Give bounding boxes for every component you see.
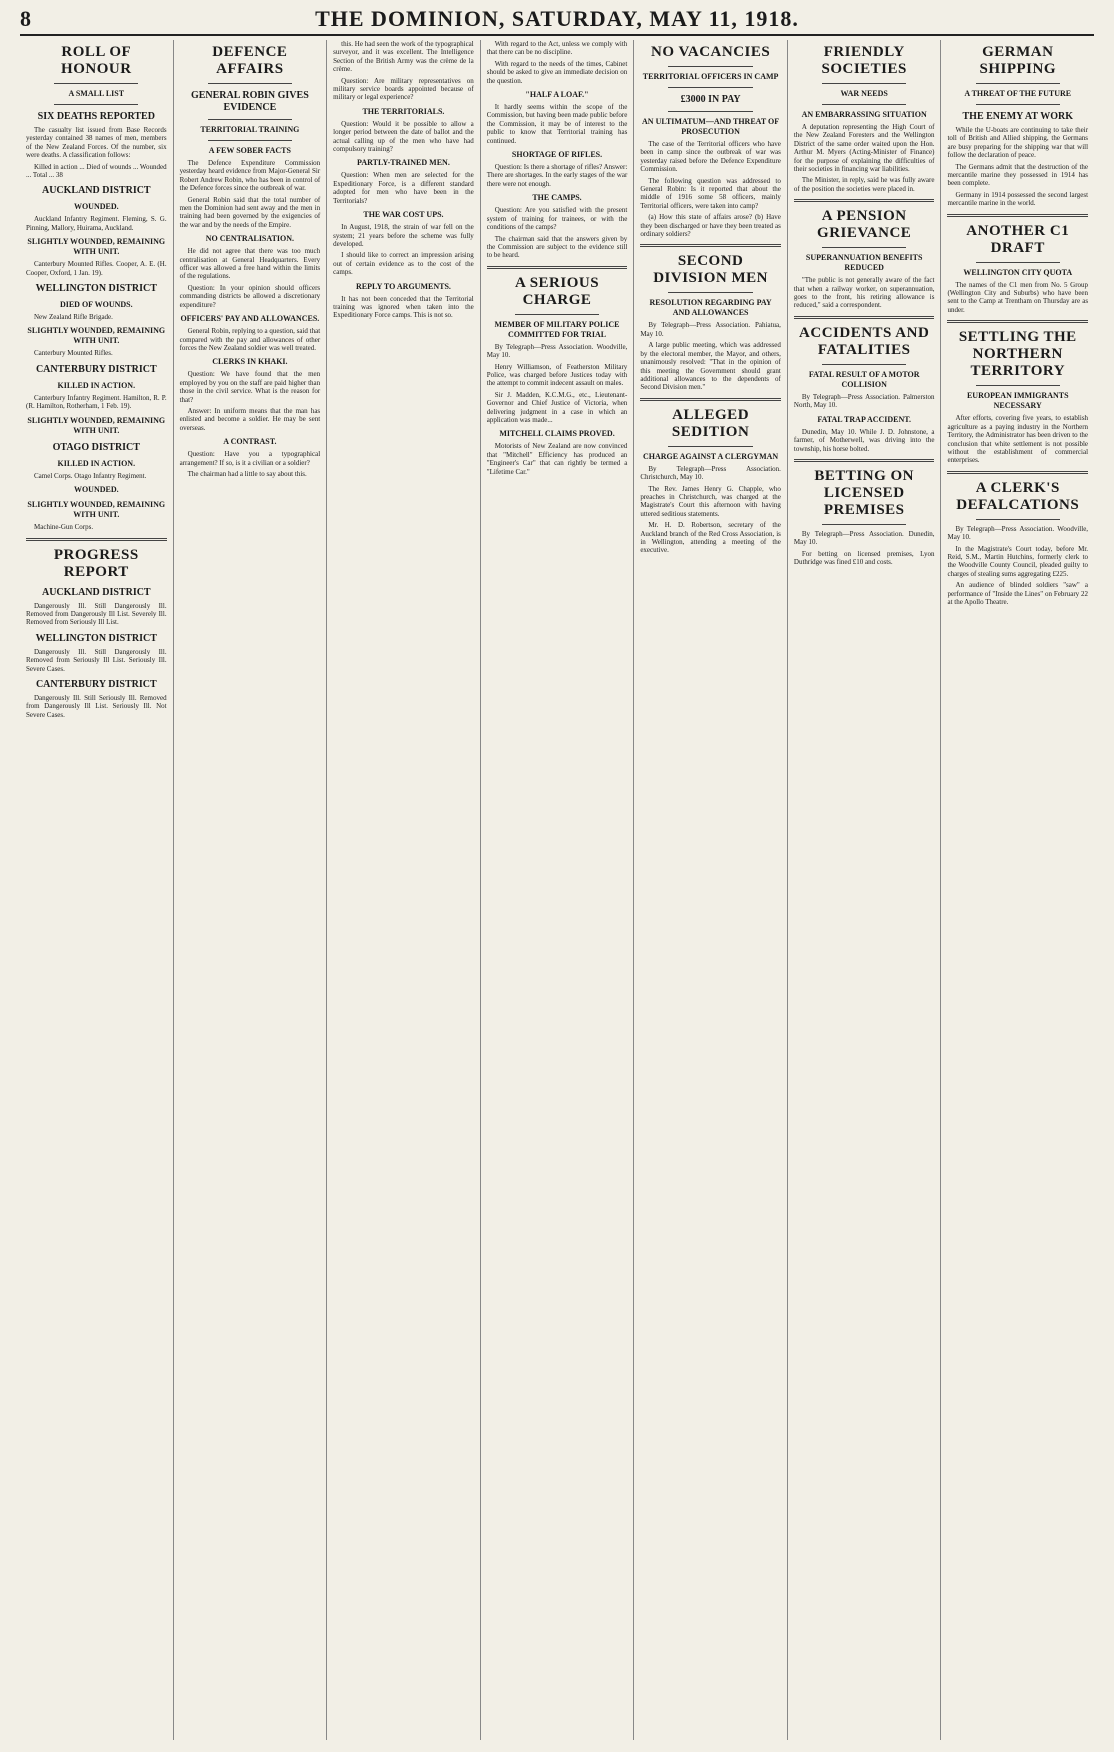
article-deck: WELLINGTON CITY QUOTA: [963, 267, 1073, 277]
article-deck: DIED OF WOUNDS.: [59, 300, 133, 310]
article-deck: OFFICERS' PAY AND ALLOWANCES.: [180, 314, 320, 324]
article-deck: PARTLY-TRAINED MEN.: [357, 158, 450, 168]
article-paragraph: The Minister, in reply, said he was fully aware of the position the societies were placed in.: [793, 176, 935, 193]
section-divider: [947, 471, 1088, 474]
article-paragraph: The Germans admit that the destruction of the mercantile marine they possessed in 1914 has been complete.: [947, 162, 1089, 188]
article-deck: THE CAMPS.: [532, 193, 582, 203]
article-paragraph: Germany in 1914 possessed the second largest mercantile marine in the world.: [947, 190, 1089, 208]
article-paragraph: A large public meeting, which was addressed by the electoral member, the Mayor, and others, unanimously resolved: "That in the opinion of this meeting the Government should grant additional allowances to the dependents of Second Division men.": [640, 341, 781, 392]
article-paragraph: Dunedin, May 10. While J. D. Johnstone, a farmer, of Motherwell, was driving into the township, his horse bolted.: [793, 427, 935, 453]
heading-rule: [976, 83, 1060, 84]
article-headline: A CLERK'S DEFALCATIONS: [956, 479, 1080, 513]
heading-rule: [54, 104, 138, 105]
article-paragraph: The Rev. James Henry G. Chapple, who preaches in Christchurch, was charged at the Magistrate's Court this afternoon with having uttered seditious statements.: [640, 484, 781, 518]
article-subheading: AUCKLAND DISTRICT: [41, 586, 151, 598]
article-paragraph: With regard to the Act, unless we comply with that there can be no discipline.: [486, 40, 628, 57]
column-7: [941, 40, 1094, 1740]
article-subheading: CANTERBURY DISTRICT: [35, 363, 157, 375]
article-paragraph: Camel Corps. Otago Infantry Regiment.: [34, 471, 147, 480]
column-4: [481, 40, 635, 1740]
heading-rule: [822, 524, 906, 525]
article-deck: KILLED IN ACTION.: [57, 458, 136, 468]
article-paragraph: While the U-boats are continuing to take their toll of British and Allied shipping, the Germans are busy preparing for the shipping war that will follow the declaration of peace.: [947, 126, 1089, 160]
article-paragraph: The case of the Territorial officers who have been in camp since the outbreak of war was yesterday raised before the Defence Expenditure Commission.: [640, 140, 781, 174]
heading-rule: [208, 119, 292, 120]
article-paragraph: The following question was addressed to General Robin: Is it reported that about the middle of 1916 some 58 officers, mainly Territorial officers, were taken into camp?: [640, 176, 781, 210]
article-paragraph: The casualty list issued from Base Records yesterday contained 38 names of men, members of the New Zealand Forces. Of the number, six were deaths. A classification follows:: [26, 126, 167, 160]
article-headline: PROGRESS REPORT: [53, 546, 139, 580]
article-headline: SECOND DIVISION MEN: [653, 253, 768, 287]
article-paragraph: Question: Are military representatives on military service boards appointed because of military or legal experience?: [333, 76, 474, 102]
article-headline: A SERIOUS CHARGE: [514, 274, 600, 308]
article-paragraph: Dangerously Ill. Still Seriously Ill. Removed from Dangerously Ill List. Seriously Ill. Not Severe Cases.: [26, 693, 167, 719]
article-headline: ALLEGED SEDITION: [671, 406, 750, 440]
article-deck: SLIGHTLY WOUNDED, REMAINING WITH UNIT.: [27, 326, 166, 346]
article-deck: FATAL RESULT OF A MOTOR COLLISION: [808, 369, 920, 389]
article-deck: NO CENTRALISATION.: [205, 234, 295, 244]
article-headline: NO VACANCIES: [650, 44, 771, 60]
section-divider: [947, 320, 1088, 323]
article-paragraph: Answer: In uniform means that the man has enlisted and become a soldier. He may be sent overseas.: [179, 406, 321, 432]
section-divider: [640, 398, 781, 401]
article-paragraph: Auckland Infantry Regiment. Fleming, S. G. Pinning, Mallory, Huirama, Auckland.: [26, 215, 167, 232]
article-paragraph: The chairman said that the answers given by the Commission are subject to the evidence still to be heard.: [486, 234, 628, 260]
article-subheading: WELLINGTON DISTRICT: [35, 283, 157, 295]
article-paragraph: By Telegraph—Press Association. Christchurch, May 10.: [640, 464, 781, 482]
heading-rule: [208, 140, 292, 141]
article-deck: SLIGHTLY WOUNDED, REMAINING WITH UNIT.: [27, 415, 166, 435]
article-paragraph: Question: Are you satisfied with the present system of training for trainees, or with the conditions of the camps?: [486, 206, 628, 232]
heading-rule: [668, 446, 752, 447]
article-deck: TERRITORIAL TRAINING: [200, 125, 300, 134]
article-headline: A PENSION GRIEVANCE: [817, 208, 912, 242]
article-paragraph: By Telegraph—Press Association. Pahiatua, May 10.: [640, 321, 781, 338]
article-paragraph: By Telegraph—Press Association. Palmerston North, May 10.: [793, 392, 935, 410]
heading-rule: [208, 83, 292, 84]
article-paragraph: The Defence Expenditure Commission yesterday heard evidence from Major-General Sir Robert Andrew Robin, who has been in control of the Defence forces since the outbreak of war.: [179, 159, 321, 193]
article-deck: A FEW SOBER FACTS: [208, 146, 291, 155]
article-paragraph: In the Magistrate's Court today, before Mr. Reid, S.M., Martin Hutchins, formerly clerk to the Woodville County Council, pleaded guilty to charges of stealing sums aggregating £225.: [947, 544, 1089, 578]
article-paragraph: Mr. H. D. Robertson, secretary of the Auckland branch of the Red Cross Association, is in Wellington, attending a meeting of the executive.: [640, 521, 781, 555]
article-paragraph: General Robin, replying to a question, said that compared with the pay and allowances of other forces the New Zealand soldier was well treated.: [179, 327, 321, 352]
columns-container: [20, 40, 1094, 1740]
page-number: 8: [20, 6, 31, 31]
article-subheading: OTAGO DISTRICT: [52, 441, 140, 453]
article-paragraph: Canterbury Mounted Rifles.: [34, 349, 113, 358]
article-deck: CLERKS IN KHAKI.: [212, 357, 288, 367]
heading-rule: [822, 104, 906, 105]
article-paragraph: Question: When men are selected for the Expeditionary Force, is a different standard adopted for men who have been in the Territorials?: [333, 171, 474, 205]
column-5: [634, 40, 788, 1740]
article-paragraph: Question: Have you a typographical arrangement? If so, is it a civilian or a soldier?: [179, 450, 321, 467]
article-deck: A CONTRAST.: [223, 437, 277, 447]
heading-rule: [822, 83, 906, 84]
article-paragraph: Canterbury Infantry Regiment. Hamilton, R. P. (R. Hamilton, Rotherham, 1 Feb. 19).: [26, 393, 167, 411]
article-paragraph: Machine-Gun Corps.: [34, 523, 94, 532]
article-paragraph: By Telegraph—Press Association. Woodville, May 10.: [486, 342, 628, 360]
article-paragraph: It has not been conceded that the Territorial training was ignored when taken into the Expeditionary Force camps. This is not so.: [333, 294, 474, 320]
heading-rule: [976, 385, 1060, 386]
section-divider: [794, 459, 935, 462]
heading-rule: [976, 519, 1060, 520]
article-paragraph: He did not agree that there was too much centralisation at General Headquarters. Every officer was allowed a free hand within the limits of the regulations.: [179, 247, 321, 281]
section-divider: [26, 538, 167, 541]
article-paragraph: General Robin said that the total number of men the Dominion had sent away and the men in training had been governed by the exigencies of the war and by the needs of the Empire.: [179, 195, 321, 229]
article-deck: SUPERANNUATION BENEFITS REDUCED: [805, 253, 923, 273]
article-deck: A SMALL LIST: [68, 89, 125, 98]
article-deck: RESOLUTION REGARDING PAY AND ALLOWANCES: [649, 298, 772, 318]
article-paragraph: The names of the C1 men from No. 5 Group (Wellington City and Suburbs) who have been sent to the Camp at Trentham on Thursday are as under.: [947, 280, 1089, 314]
heading-rule: [976, 104, 1060, 105]
article-deck: AN ULTIMATUM—AND THREAT OF PROSECUTION: [642, 117, 780, 136]
article-paragraph: I should like to correct an impression arising out of certain evidence as to the cost of the camps.: [333, 251, 474, 277]
heading-rule: [822, 364, 906, 365]
article-paragraph: The chairman had a little to say about this.: [187, 469, 307, 478]
article-paragraph: It hardly seems within the scope of the Commission, but having been made public before the Commission, it may be of interest to the public to know that Territorial training has continued.: [486, 103, 628, 145]
article-deck: KILLED IN ACTION.: [57, 380, 136, 390]
article-paragraph: Killed in action ... Died of wounds ... Wounded ... Total ... 38: [26, 162, 167, 180]
article-paragraph: Dangerously Ill. Still Dangerously Ill. Removed from Seriously Ill List. Seriously Ill. Severe Cases.: [26, 647, 167, 673]
article-paragraph: this. He had seen the work of the typographical surveyor, and it was excellent. The Intelligence Section of the British Army was the crème de la crème.: [333, 40, 474, 74]
article-paragraph: Question: Would it be possible to allow a longer period between the date of ballot and the actual calling up of the men who have had compulsory training?: [333, 119, 474, 154]
article-deck: CHARGE AGAINST A CLERGYMAN: [642, 451, 779, 461]
article-deck: WOUNDED.: [73, 202, 119, 212]
article-headline: BETTING ON LICENSED PREMISES: [814, 467, 914, 518]
article-paragraph: Motorists of New Zealand are now convinced that "Mitchell" Efficiency has produced an "Engineer's Car" that can rightly be termed a "Lifetime Car.": [486, 442, 628, 476]
article-paragraph: "The public is not generally aware of the fact that when a railway worker, on superannuation, goes to the front, his retiring allowance is reduced," said a correspondent.: [793, 276, 935, 310]
article-paragraph: New Zealand Rifle Brigade.: [34, 313, 113, 322]
article-deck: AN EMBARRASSING SITUATION: [801, 110, 927, 119]
article-deck: THE TERRITORIALS.: [362, 106, 445, 116]
heading-rule: [668, 87, 752, 88]
article-deck: WOUNDED.: [73, 485, 119, 495]
article-headline: ACCIDENTS AND FATALITIES: [799, 324, 930, 358]
article-headline: ROLL OF HONOUR: [61, 44, 132, 77]
masthead-rule: [20, 34, 1094, 36]
article-deck: SLIGHTLY WOUNDED, REMAINING WITH UNIT.: [27, 500, 166, 520]
section-divider: [487, 266, 628, 269]
article-subheading: WELLINGTON DISTRICT: [35, 632, 157, 644]
article-deck: THE WAR COST UPS.: [363, 210, 444, 220]
heading-rule: [668, 66, 752, 67]
heading-rule: [668, 111, 752, 112]
article-deck: MEMBER OF MILITARY POLICE COMMITTED FOR TRIAL: [494, 319, 620, 339]
article-deck: A THREAT OF THE FUTURE: [964, 89, 1072, 98]
article-deck: FATAL TRAP ACCIDENT.: [817, 414, 912, 424]
newspaper-title: THE DOMINION, SATURDAY, MAY 11, 1918.: [315, 6, 799, 31]
masthead: [20, 6, 1094, 34]
article-subheading: £3000 IN PAY: [680, 94, 741, 105]
article-headline: DEFENCE AFFAIRS: [212, 44, 288, 77]
article-paragraph: Sir J. Madden, K.C.M.G., etc., Lieutenant-Governor and Chief Justice of Victoria, when delivering judgment in a case in which an application was made...: [486, 390, 628, 424]
article-subheading: GENERAL ROBIN GIVES EVIDENCE: [190, 90, 309, 113]
article-paragraph: Question: Is there a shortage of rifles? Answer: There are shortages. In the early stages of the war there were not enough.: [486, 163, 628, 188]
heading-rule: [668, 292, 752, 293]
article-deck: MITCHELL CLAIMS PROVED.: [499, 429, 615, 439]
article-paragraph: Canterbury Mounted Rifles. Cooper, A. E. (H. Cooper, Oxford, 1 Jan. 19).: [26, 260, 167, 277]
article-deck: WAR NEEDS: [840, 89, 888, 98]
article-headline: ANOTHER C1 DRAFT: [966, 222, 1070, 256]
article-paragraph: Question: In your opinion should officers commanding districts be allowed a discretionary expenditure?: [179, 283, 321, 309]
article-paragraph: By Telegraph—Press Association. Dunedin, May 10.: [793, 529, 935, 547]
section-divider: [947, 214, 1088, 217]
article-paragraph: After efforts, covering five years, to establish agriculture as a paying industry in the Northern Territory, the Administrator has been driven to the conclusion that white settlement is not possible without the establishment of commercial enterprises.: [947, 414, 1089, 465]
article-deck: TERRITORIAL OFFICERS IN CAMP: [642, 72, 779, 81]
article-paragraph: Dangerously Ill. Still Dangerously Ill. Removed from Dangerously Ill List. Severely Ill. Removed from Seriously Ill List.: [26, 601, 167, 627]
heading-rule: [976, 262, 1060, 263]
section-divider: [640, 244, 781, 247]
article-deck: EUROPEAN IMMIGRANTS NECESSARY: [966, 391, 1069, 411]
article-paragraph: An audience of blinded soldiers "saw" a performance of "Inside the Lines" on February 22 at the Apollo Theatre.: [947, 581, 1089, 606]
column-2: [174, 40, 328, 1740]
article-paragraph: (a) How this state of affairs arose? (b) Have they been discharged or have they been treated as ordinary soldiers?: [640, 213, 781, 239]
column-6: [788, 40, 942, 1740]
article-subheading: THE ENEMY AT WORK: [962, 111, 1073, 122]
heading-rule: [515, 314, 599, 315]
article-paragraph: Henry Williamson, of Featherston Military Police, was charged before Justices today with the attempt to commit indecent assault on males.: [486, 362, 628, 388]
heading-rule: [54, 83, 138, 84]
section-divider: [794, 199, 935, 202]
article-paragraph: In August, 1918, the strain of war fell on the system; 21 years before the scheme was fully developed.: [333, 223, 474, 248]
article-deck: REPLY TO ARGUMENTS.: [355, 281, 451, 291]
article-paragraph: A deputation representing the High Court of the New Zealand Foresters and the Wellington District of the same order waited upon the Hon. Arthur M. Myers (Acting-Minister of Finance) for the purpose of explaining the difficulties of their societies in financing war liabilities.: [793, 123, 935, 174]
article-headline: FRIENDLY SOCIETIES: [821, 44, 907, 77]
article-deck: "HALF A LOAF.": [525, 90, 589, 100]
article-headline: SETTLING THE NORTHERN TERRITORY: [958, 329, 1077, 380]
article-subheading: CANTERBURY DISTRICT: [35, 678, 157, 690]
column-3: [327, 40, 481, 1740]
article-deck: SLIGHTLY WOUNDED, REMAINING WITH UNIT.: [27, 237, 166, 257]
article-deck: SHORTAGE OF RIFLES.: [511, 150, 603, 160]
article-headline: GERMAN SHIPPING: [979, 44, 1057, 77]
article-paragraph: Question: We have found that the men employed by you on the staff are paid higher than those in the civil service. What is the reason for that?: [179, 370, 321, 404]
section-divider: [794, 316, 935, 319]
article-subheading: AUCKLAND DISTRICT: [41, 185, 151, 197]
column-1: [20, 40, 174, 1740]
heading-rule: [822, 247, 906, 248]
article-subheading: SIX DEATHS REPORTED: [37, 111, 155, 122]
article-paragraph: For betting on licensed premises, Lyon Duthridge was fined £10 and costs.: [793, 549, 935, 567]
article-paragraph: With regard to the needs of the times, Cabinet should be asked to give an immediate decision on the question.: [486, 59, 628, 85]
article-paragraph: By Telegraph—Press Association. Woodville, May 10.: [947, 524, 1089, 542]
